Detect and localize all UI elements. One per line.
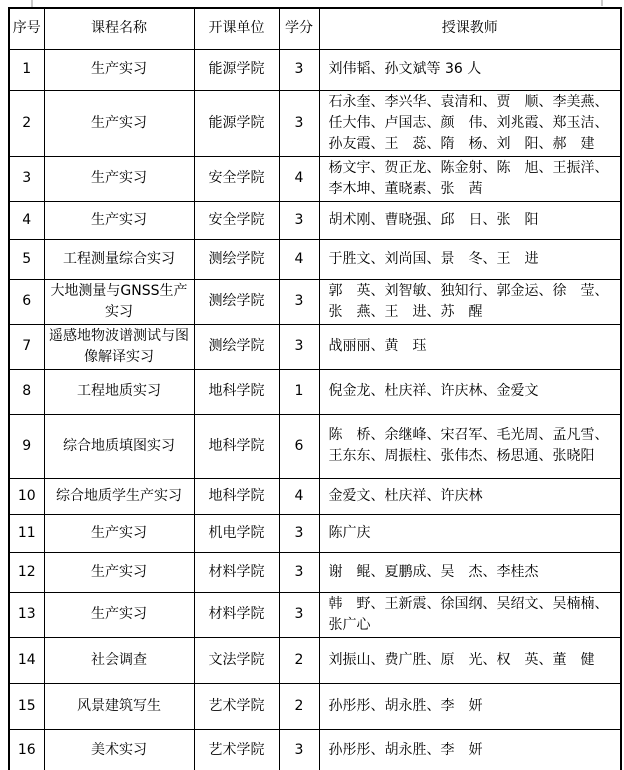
unit-cell: 地科学院 bbox=[194, 414, 279, 478]
table-row bbox=[9, 156, 621, 201]
table-row bbox=[9, 90, 621, 156]
unit-cell: 能源学院 bbox=[194, 49, 279, 90]
row-number-cell: 2 bbox=[9, 90, 44, 156]
course-table-body bbox=[9, 49, 621, 770]
course-name-cell: 生产实习 bbox=[44, 552, 194, 592]
table-row bbox=[9, 592, 621, 637]
header-course-name: 课程名称 bbox=[44, 8, 194, 49]
teachers-cell: 杨文宇、贺正龙、陈金射、陈 旭、王振洋、李木坤、董晓素、张 茜 bbox=[319, 156, 621, 201]
unit-cell: 艺术学院 bbox=[194, 683, 279, 729]
course-name-cell: 生产实习 bbox=[44, 592, 194, 637]
teachers-cell: 刘振山、费广胜、原 光、权 英、董 健 bbox=[319, 637, 621, 683]
row-number-cell: 4 bbox=[9, 201, 44, 239]
table-header bbox=[9, 8, 621, 49]
course-name-cell: 美术实习 bbox=[44, 729, 194, 770]
course-name-cell: 生产实习 bbox=[44, 514, 194, 552]
teachers-cell: 郭 英、刘智敏、独知行、郭金运、徐 莹、张 燕、王 进、苏 醒 bbox=[319, 279, 621, 324]
row-number-cell: 8 bbox=[9, 369, 44, 414]
unit-cell: 安全学院 bbox=[194, 156, 279, 201]
unit-cell: 材料学院 bbox=[194, 592, 279, 637]
credits-cell: 2 bbox=[279, 683, 319, 729]
credits-cell: 3 bbox=[279, 514, 319, 552]
unit-cell: 文法学院 bbox=[194, 637, 279, 683]
teachers-cell: 金爱文、杜庆祥、许庆林 bbox=[319, 478, 621, 514]
row-number-cell: 5 bbox=[9, 239, 44, 279]
row-number-cell: 14 bbox=[9, 637, 44, 683]
teachers-cell: 胡术刚、曹晓强、邱 日、张 阳 bbox=[319, 201, 621, 239]
teachers-cell: 韩 野、王新震、徐国纲、吴绍文、吴楠楠、张广心 bbox=[319, 592, 621, 637]
ruler-tick-left bbox=[31, 0, 33, 7]
row-number-cell: 12 bbox=[9, 552, 44, 592]
teachers-cell: 于胜文、刘尚国、景 冬、王 进 bbox=[319, 239, 621, 279]
row-number-cell: 10 bbox=[9, 478, 44, 514]
table-row bbox=[9, 201, 621, 239]
table-row bbox=[9, 683, 621, 729]
unit-cell: 测绘学院 bbox=[194, 239, 279, 279]
ruler-tick-right bbox=[601, 0, 603, 6]
unit-cell: 测绘学院 bbox=[194, 279, 279, 324]
unit-cell: 地科学院 bbox=[194, 478, 279, 514]
credits-cell: 3 bbox=[279, 729, 319, 770]
credits-cell: 4 bbox=[279, 478, 319, 514]
course-name-cell: 工程地质实习 bbox=[44, 369, 194, 414]
course-name-cell: 生产实习 bbox=[44, 49, 194, 90]
course-name-cell: 社会调查 bbox=[44, 637, 194, 683]
table-row bbox=[9, 729, 621, 770]
row-number-cell: 15 bbox=[9, 683, 44, 729]
row-number-cell: 11 bbox=[9, 514, 44, 552]
course-name-cell: 工程测量综合实习 bbox=[44, 239, 194, 279]
unit-cell: 材料学院 bbox=[194, 552, 279, 592]
credits-cell: 4 bbox=[279, 239, 319, 279]
table-row bbox=[9, 49, 621, 90]
credits-cell: 3 bbox=[279, 552, 319, 592]
credits-cell: 2 bbox=[279, 637, 319, 683]
unit-cell: 能源学院 bbox=[194, 90, 279, 156]
row-number-cell: 6 bbox=[9, 279, 44, 324]
credits-cell: 3 bbox=[279, 49, 319, 90]
unit-cell: 测绘学院 bbox=[194, 324, 279, 369]
credits-cell: 3 bbox=[279, 279, 319, 324]
teachers-cell: 倪金龙、杜庆祥、许庆林、金爱文 bbox=[319, 369, 621, 414]
credits-cell: 3 bbox=[279, 90, 319, 156]
teachers-cell: 孙彤彤、胡永胜、李 妍 bbox=[319, 683, 621, 729]
row-number-cell: 16 bbox=[9, 729, 44, 770]
teachers-cell: 陈广庆 bbox=[319, 514, 621, 552]
unit-cell: 机电学院 bbox=[194, 514, 279, 552]
course-name-cell: 综合地质填图实习 bbox=[44, 414, 194, 478]
credits-cell: 3 bbox=[279, 201, 319, 239]
teachers-cell: 石永奎、李兴华、袁清和、贾 顺、李美燕、任大伟、卢国志、颜 伟、刘兆霞、郑玉洁、孙友霞、王 蕊、隋 杨、刘 阳、郝 建 bbox=[319, 90, 621, 156]
course-table bbox=[8, 7, 622, 770]
table-row bbox=[9, 324, 621, 369]
credits-cell: 3 bbox=[279, 592, 319, 637]
table-row bbox=[9, 637, 621, 683]
table-row bbox=[9, 239, 621, 279]
teachers-cell: 陈 桥、余继峰、宋召军、毛光周、孟凡雪、王东东、周振柱、张伟杰、杨思通、张晓阳 bbox=[319, 414, 621, 478]
course-name-cell: 大地测量与GNSS生产实习 bbox=[44, 279, 194, 324]
row-number-cell: 3 bbox=[9, 156, 44, 201]
credits-cell: 4 bbox=[279, 156, 319, 201]
course-name-cell: 风景建筑写生 bbox=[44, 683, 194, 729]
table-row bbox=[9, 514, 621, 552]
table-row bbox=[9, 478, 621, 514]
header-unit: 开课单位 bbox=[194, 8, 279, 49]
course-name-cell: 遥感地物波谱测试与图像解译实习 bbox=[44, 324, 194, 369]
teachers-cell: 孙彤彤、胡永胜、李 妍 bbox=[319, 729, 621, 770]
row-number-cell: 1 bbox=[9, 49, 44, 90]
header-credits: 学分 bbox=[279, 8, 319, 49]
teachers-cell: 刘伟韬、孙文斌等 36 人 bbox=[319, 49, 621, 90]
unit-cell: 艺术学院 bbox=[194, 729, 279, 770]
header-row-number: 序号 bbox=[9, 8, 44, 49]
teachers-cell: 谢 鲲、夏鹏成、吴 杰、李桂杰 bbox=[319, 552, 621, 592]
course-name-cell: 生产实习 bbox=[44, 156, 194, 201]
table-row bbox=[9, 279, 621, 324]
row-number-cell: 13 bbox=[9, 592, 44, 637]
unit-cell: 安全学院 bbox=[194, 201, 279, 239]
teachers-cell: 战丽丽、黄 珏 bbox=[319, 324, 621, 369]
course-name-cell: 生产实习 bbox=[44, 201, 194, 239]
credits-cell: 1 bbox=[279, 369, 319, 414]
unit-cell: 地科学院 bbox=[194, 369, 279, 414]
table-row bbox=[9, 414, 621, 478]
header-row bbox=[9, 8, 621, 49]
credits-cell: 3 bbox=[279, 324, 319, 369]
credits-cell: 6 bbox=[279, 414, 319, 478]
course-name-cell: 综合地质学生产实习 bbox=[44, 478, 194, 514]
header-teachers: 授课教师 bbox=[319, 8, 621, 49]
table-row bbox=[9, 552, 621, 592]
table-row bbox=[9, 369, 621, 414]
row-number-cell: 7 bbox=[9, 324, 44, 369]
course-name-cell: 生产实习 bbox=[44, 90, 194, 156]
row-number-cell: 9 bbox=[9, 414, 44, 478]
